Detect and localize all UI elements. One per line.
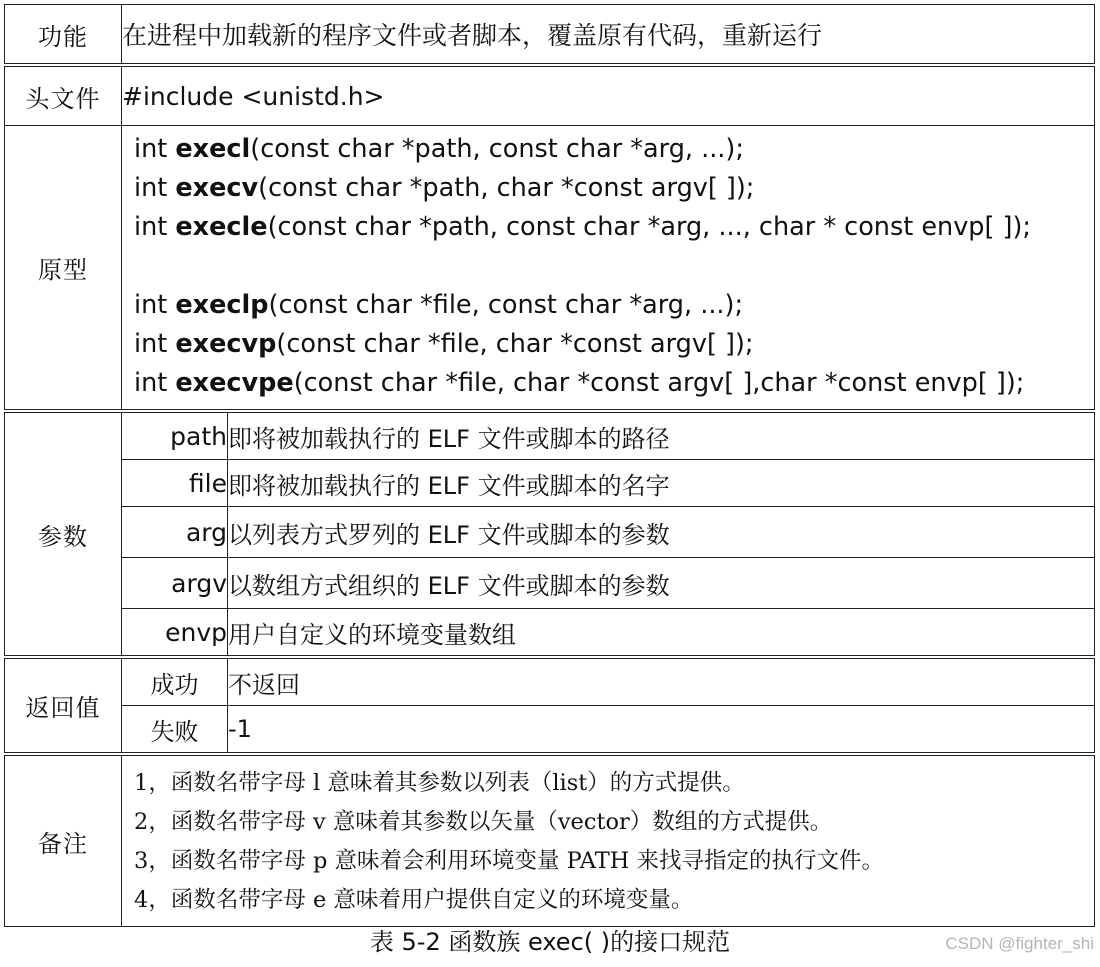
note-line: 3，函数名带字母 p 意味着会利用环境变量 PATH 来找寻指定的执行文件。 (134, 848, 885, 874)
notes-cell (122, 754, 1095, 927)
param-desc: 以列表方式罗列的 ELF 文件或脚本的参数 (228, 507, 1095, 558)
return-type: int (134, 329, 176, 359)
param-name: argv (122, 558, 228, 609)
return-desc: 不返回 (228, 657, 1095, 706)
param-desc: 即将被加载执行的 ELF 文件或脚本的路径 (228, 411, 1095, 460)
prototype-label: 原型 (5, 126, 122, 412)
function-label: 功能 (5, 5, 122, 66)
param-row (5, 411, 1095, 460)
function-name: execv (175, 173, 259, 203)
signature: (const char *path, const char *arg, ..., char * const envp[ ]); (267, 212, 1032, 242)
signature: (const char *path, char *const argv[ ]); (258, 173, 755, 203)
header-row (5, 65, 1095, 126)
signature: (const char *file, const char *arg, ...); (268, 290, 744, 320)
notes-row (5, 754, 1095, 927)
prototype-line (134, 325, 1094, 364)
signature: (const char *file, char *const argv[ ]); (276, 329, 754, 359)
function-row (5, 5, 1095, 66)
returns-label: 返回值 (5, 657, 122, 754)
prototype-lines (122, 126, 1094, 409)
header-label: 头文件 (5, 65, 122, 126)
prototype-line (134, 364, 1094, 403)
notes-lines (122, 756, 1094, 926)
param-name: envp (122, 609, 228, 658)
prototype-cell (122, 126, 1095, 412)
param-row (5, 507, 1095, 558)
signature: (const char *file, char *const argv[ ],char *const envp[ ]); (293, 368, 1025, 398)
note-line: 1，函数名带字母 l 意味着其参数以列表（list）的方式提供。 (134, 770, 745, 796)
header-text: #include <unistd.h> (122, 65, 1095, 126)
param-desc: 用户自定义的环境变量数组 (228, 609, 1095, 658)
exec-spec-table (4, 4, 1095, 927)
params-label: 参数 (5, 411, 122, 657)
param-row (5, 460, 1095, 507)
param-row (5, 609, 1095, 658)
param-name: path (122, 411, 228, 460)
function-name: execvpe (175, 368, 294, 398)
exec-spec-sheet (4, 4, 1095, 927)
notes-label: 备注 (5, 754, 122, 927)
function-name: execl (175, 134, 251, 164)
return-type: int (134, 290, 176, 320)
return-row (5, 657, 1095, 706)
function-text: 在进程中加载新的程序文件或者脚本，覆盖原有代码，重新运行 (122, 5, 1095, 66)
return-type: int (134, 173, 176, 203)
table-caption: 表 5-2 函数族 exec( )的接口规范 (369, 928, 731, 956)
watermark: CSDN @fighter_shi (945, 934, 1094, 953)
return-type: int (134, 134, 176, 164)
return-type: int (134, 368, 176, 398)
param-desc: 即将被加载执行的 ELF 文件或脚本的名字 (228, 460, 1095, 507)
param-row (5, 558, 1095, 609)
return-type: int (134, 212, 176, 242)
return-row (5, 706, 1095, 755)
prototype-line (134, 130, 1094, 169)
function-name: execlp (175, 290, 269, 320)
param-name: arg (122, 507, 228, 558)
param-name: file (122, 460, 228, 507)
prototype-row (5, 126, 1095, 412)
prototype-line (134, 169, 1094, 208)
prototype-line (134, 208, 1094, 247)
function-name: execle (175, 212, 268, 242)
signature: (const char *path, const char *arg, ...); (250, 134, 744, 164)
note-line: 4，函数名带字母 e 意味着用户提供自定义的环境变量。 (134, 887, 694, 913)
prototype-gap (134, 247, 1094, 286)
function-name: execvp (175, 329, 277, 359)
return-case: 成功 (122, 657, 228, 706)
return-desc: -1 (228, 706, 1095, 755)
note-line: 2，函数名带字母 v 意味着其参数以矢量（vector）数组的方式提供。 (134, 809, 833, 835)
param-desc: 以数组方式组织的 ELF 文件或脚本的参数 (228, 558, 1095, 609)
prototype-line (134, 286, 1094, 325)
return-case: 失败 (122, 706, 228, 755)
